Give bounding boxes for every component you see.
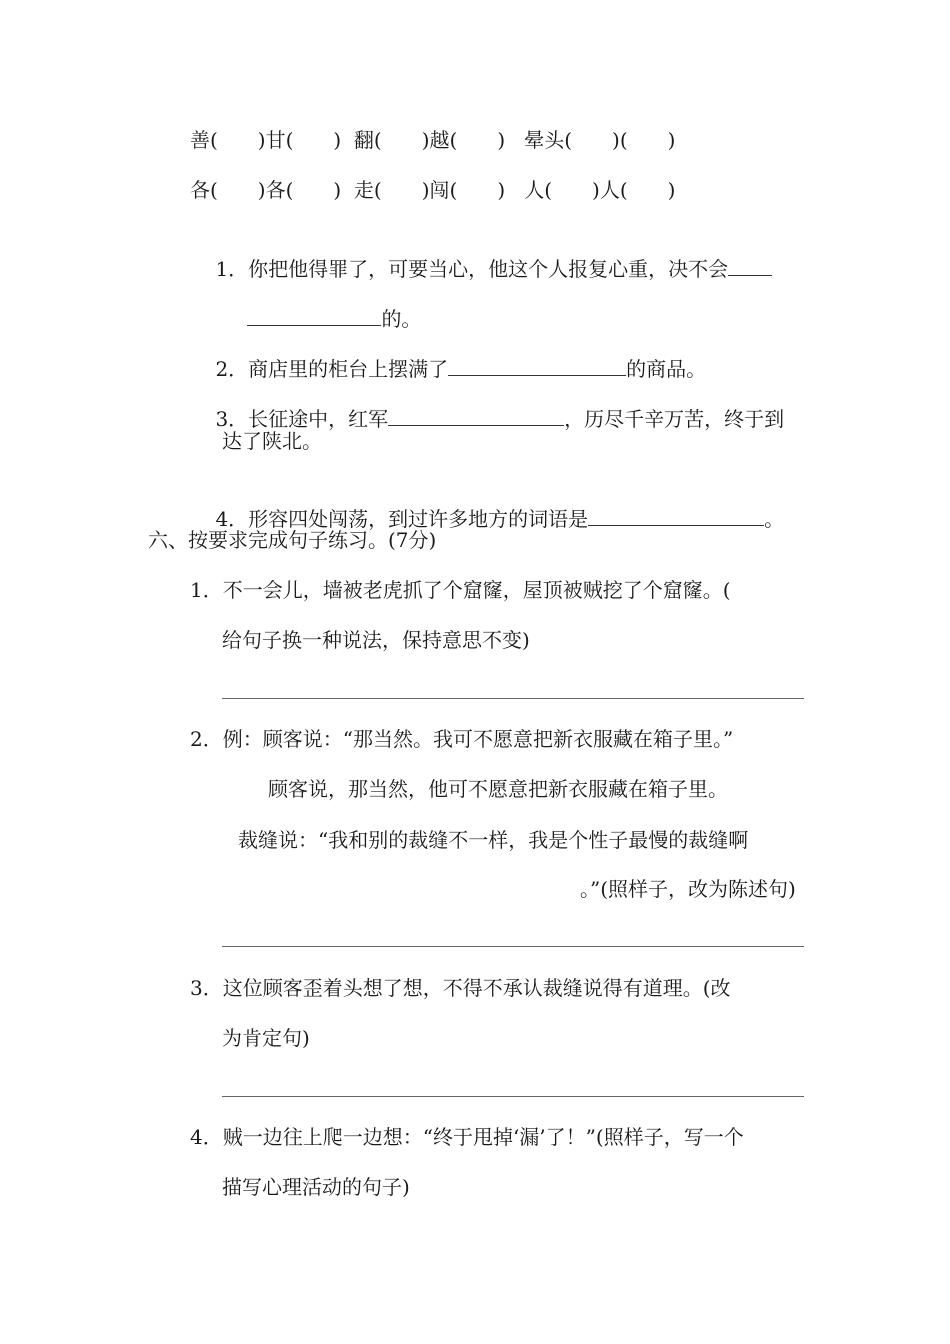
question-1-ending: 的。 [381, 307, 422, 331]
question-3-continuation: ，历尽千辛万苦，终于到 [564, 407, 785, 431]
question-2-text: 2．商店里的柜台上摆满了 [215, 357, 449, 381]
sentence-1-answer-line[interactable] [222, 698, 804, 699]
question-2-blank[interactable] [448, 355, 626, 376]
sentence-3-answer-line[interactable] [222, 1096, 804, 1097]
question-3-line-2: 达了陕北。 [222, 429, 322, 453]
question-3-blank[interactable] [388, 405, 564, 426]
sentence-4-line-1: 4．贼一边往上爬一边想：“终于甩掉‘漏’了！”(照样子，写一个 [190, 1125, 744, 1149]
sentence-1-line-2: 给句子换一种说法，保持意思不变) [222, 628, 530, 652]
question-4-ending: 。 [764, 507, 785, 531]
sentence-2-example: 2．例：顾客说：“那当然。我可不愿意把新衣服藏在箱子里。” [190, 727, 734, 751]
idiom-row-2: 各( )各( ) 走( )闯( ) 人( )人( ) [190, 178, 676, 202]
sentence-1-line-1: 1．不一会儿，墙被老虎抓了个窟窿，屋顶被贼挖了个窟窿。( [190, 578, 731, 602]
sentence-2-prompt: 裁缝说：“我和别的裁缝不一样，我是个性子最慢的裁缝啊 [238, 828, 749, 852]
question-1-blank-end[interactable] [247, 305, 381, 326]
question-1-blank-start[interactable] [728, 255, 772, 276]
sentence-3-line-2: 为肯定句) [222, 1026, 310, 1050]
question-4-text: 4．形容四处闯荡，到过许多地方的词语是 [215, 507, 589, 531]
question-3-text: 3．长征途中，红军 [215, 407, 389, 431]
section-6-heading: 六、按要求完成句子练习。(7分) [148, 528, 437, 552]
sentence-2-example-answer: 顾客说，那当然，他可不愿意把新衣服藏在箱子里。 [268, 777, 728, 801]
sentence-4-line-2: 描写心理活动的句子) [222, 1175, 410, 1199]
idiom-row-1: 善( )甘( ) 翻( )越( ) 晕头( )( ) [190, 128, 676, 152]
question-1-text: 1．你把他得罪了，可要当心，他这个人报复心重，决不会 [215, 257, 729, 281]
question-4-blank[interactable] [588, 505, 764, 526]
sentence-2-answer-line[interactable] [222, 946, 804, 947]
sentence-2-instruction: 。”(照样子，改为陈述句) [580, 877, 796, 901]
sentence-3-line-1: 3．这位顾客歪着头想了想，不得不承认裁缝说得有道理。(改 [190, 976, 731, 1000]
question-2-ending: 的商品。 [626, 357, 707, 381]
